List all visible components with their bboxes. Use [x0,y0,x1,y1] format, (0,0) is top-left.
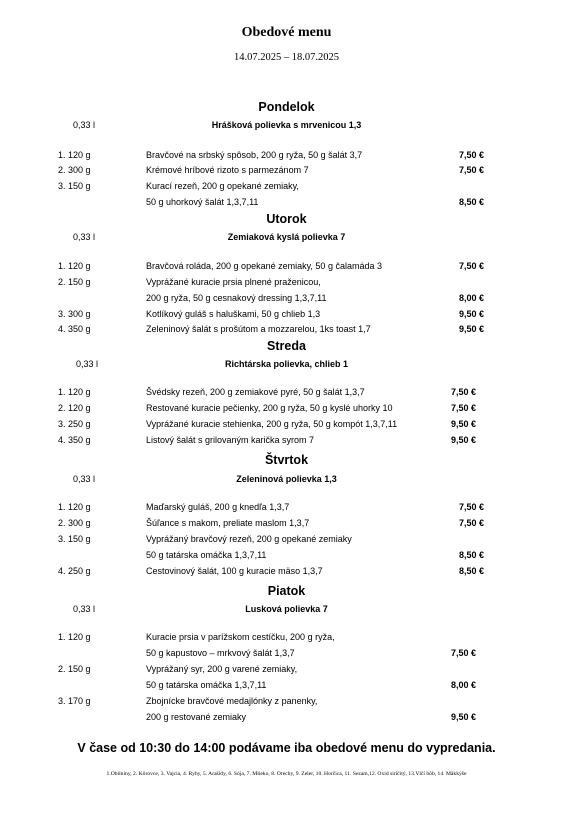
item-price: 8,00 € [450,680,476,690]
item-price: 8,50 € [458,197,484,207]
soup-volume: 0,33 l [73,120,96,130]
item-description: 50 g tatárska omáčka 1,3,7,11 [146,550,267,560]
item-quantity: 3. 250 g [58,419,91,429]
serving-hours-note: V čase od 10:30 do 14:00 podávame iba obedové menu do vypredania. [77,741,496,755]
item-quantity: 2. 120 g [58,403,91,413]
item-description: Zeleninový šalát s prošútom a mozzarelou, 1ks toast 1,7 [146,324,371,334]
item-quantity: 1. 120 g [58,387,91,397]
item-price: 7,50 € [458,261,484,271]
item-description: 50 g tatárska omáčka 1,3,7,11 [146,680,267,690]
item-price: 9,50 € [450,435,476,445]
item-price: 9,50 € [458,309,484,319]
item-description: 50 g uhorkový šalát 1,3,7,11 [146,197,259,207]
soup-name: Lusková polievka 7 [245,604,328,614]
item-price: 9,50 € [458,324,484,334]
menu-dates: 14.07.2025 – 18.07.2025 [234,52,339,63]
item-price: 7,50 € [450,648,476,658]
item-price: 7,50 € [450,387,476,397]
item-price: 8,00 € [458,293,484,303]
item-description: Restované kuracie pečienky, 200 g ryža, 50 g kyslé uhorky 10 [146,403,393,413]
soup-volume: 0,33 l [73,232,96,242]
item-description: Vyprážané kuracie prsia plnené praženicou, [146,277,321,287]
item-price: 8,50 € [458,566,484,576]
item-quantity: 2. 300 g [58,518,91,528]
item-quantity: 4. 350 g [58,435,91,445]
item-price: 7,50 € [450,403,476,413]
soup-name: Hrášková polievka s mrvenicou 1,3 [211,120,362,130]
item-description: Vyprážaný bravčový rezeň, 200 g opekané zemiaky [146,534,352,544]
item-price: 8,50 € [458,550,484,560]
item-quantity: 4. 350 g [58,324,91,334]
item-description: 200 g restované zemiaky [146,712,247,722]
soup-volume: 0,33 l [73,474,96,484]
soup-name: Richtárska polievka, chlieb 1 [224,359,349,369]
item-description: Kuracie prsia v parížskom cestíčku, 200 g ryža, [146,632,335,642]
item-description: Listový šalát s grilovaným karička syrom 7 [146,435,315,445]
soup-volume: 0,33 l [76,359,99,369]
day-heading: Streda [267,339,306,353]
day-heading: Piatok [267,584,306,598]
item-description: Maďarský guláš, 200 g knedľa 1,3,7 [146,502,290,512]
item-quantity: 1. 120 g [58,261,91,271]
item-quantity: 1. 120 g [58,150,91,160]
item-description: Šúľance s makom, preliate maslom 1,3,7 [146,518,310,528]
item-price: 7,50 € [458,165,484,175]
item-description: 50 g kapustovo – mrkvový šalát 1,3,7 [146,648,295,658]
item-quantity: 3. 150 g [58,181,91,191]
item-description: Bravčová roláda, 200 g opekané zemiaky, 50 g čalamáda 3 [146,261,382,271]
item-price: 9,50 € [450,712,476,722]
soup-volume: 0,33 l [73,604,96,614]
item-description: Vyprážaný syr, 200 g varené zemiaky, [146,664,298,674]
item-quantity: 4. 250 g [58,566,91,576]
item-price: 7,50 € [458,150,484,160]
item-price: 9,50 € [450,419,476,429]
soup-name: Zemiaková kyslá polievka 7 [227,232,346,242]
day-heading: Pondelok [258,100,315,114]
item-description: Kotlíkový guláš s haluškami, 50 g chlieb 1,3 [146,309,321,319]
item-quantity: 1. 120 g [58,632,91,642]
item-quantity: 2. 150 g [58,277,91,287]
item-description: Vyprážané kuracie stehienka, 200 g ryža, 50 g kompót 1,3,7,11 [146,419,398,429]
item-quantity: 2. 150 g [58,664,91,674]
item-price: 7,50 € [458,502,484,512]
item-quantity: 3. 300 g [58,309,91,319]
item-price: 7,50 € [458,518,484,528]
item-description: Cestovinový šalát, 100 g kuracie mäso 1,3,7 [146,566,323,576]
item-quantity: 2. 300 g [58,165,91,175]
allergen-legend: 1.Obilniny, 2. Kôrovce, 3. Vajcia, 4. Ryby, 5. Arašidy, 6. Sója, 7. Mlieko, 8. Orechy, 9. Zeler, 10. Horčica, 11. Sezam,12. Oxid siričitý, 13.Vlčí bôb, 14. Mäkkýše [106,771,467,777]
item-quantity: 3. 150 g [58,534,91,544]
item-description: Zbojnícke bravčové medajlónky z panenky, [146,696,318,706]
page-title: Obedové menu [241,25,332,40]
item-description: 200 g ryža, 50 g cesnakový dressing 1,3,7,11 [146,293,327,303]
day-heading: Utorok [266,212,307,226]
item-quantity: 1. 120 g [58,502,91,512]
day-heading: Štvrtok [264,453,309,467]
item-quantity: 3. 170 g [58,696,91,706]
item-description: Švédsky rezeň, 200 g zemiakové pyré, 50 g šalát 1,3,7 [146,387,365,397]
item-description: Kurací rezeň, 200 g opekané zemiaky, [146,181,299,191]
soup-name: Zeleninová polievka 1,3 [236,474,337,484]
item-description: Bravčové na srbský spôsob, 200 g ryža, 50 g šalát 3,7 [146,150,363,160]
item-description: Krémové hríbové rizoto s parmezánom 7 [146,165,309,175]
